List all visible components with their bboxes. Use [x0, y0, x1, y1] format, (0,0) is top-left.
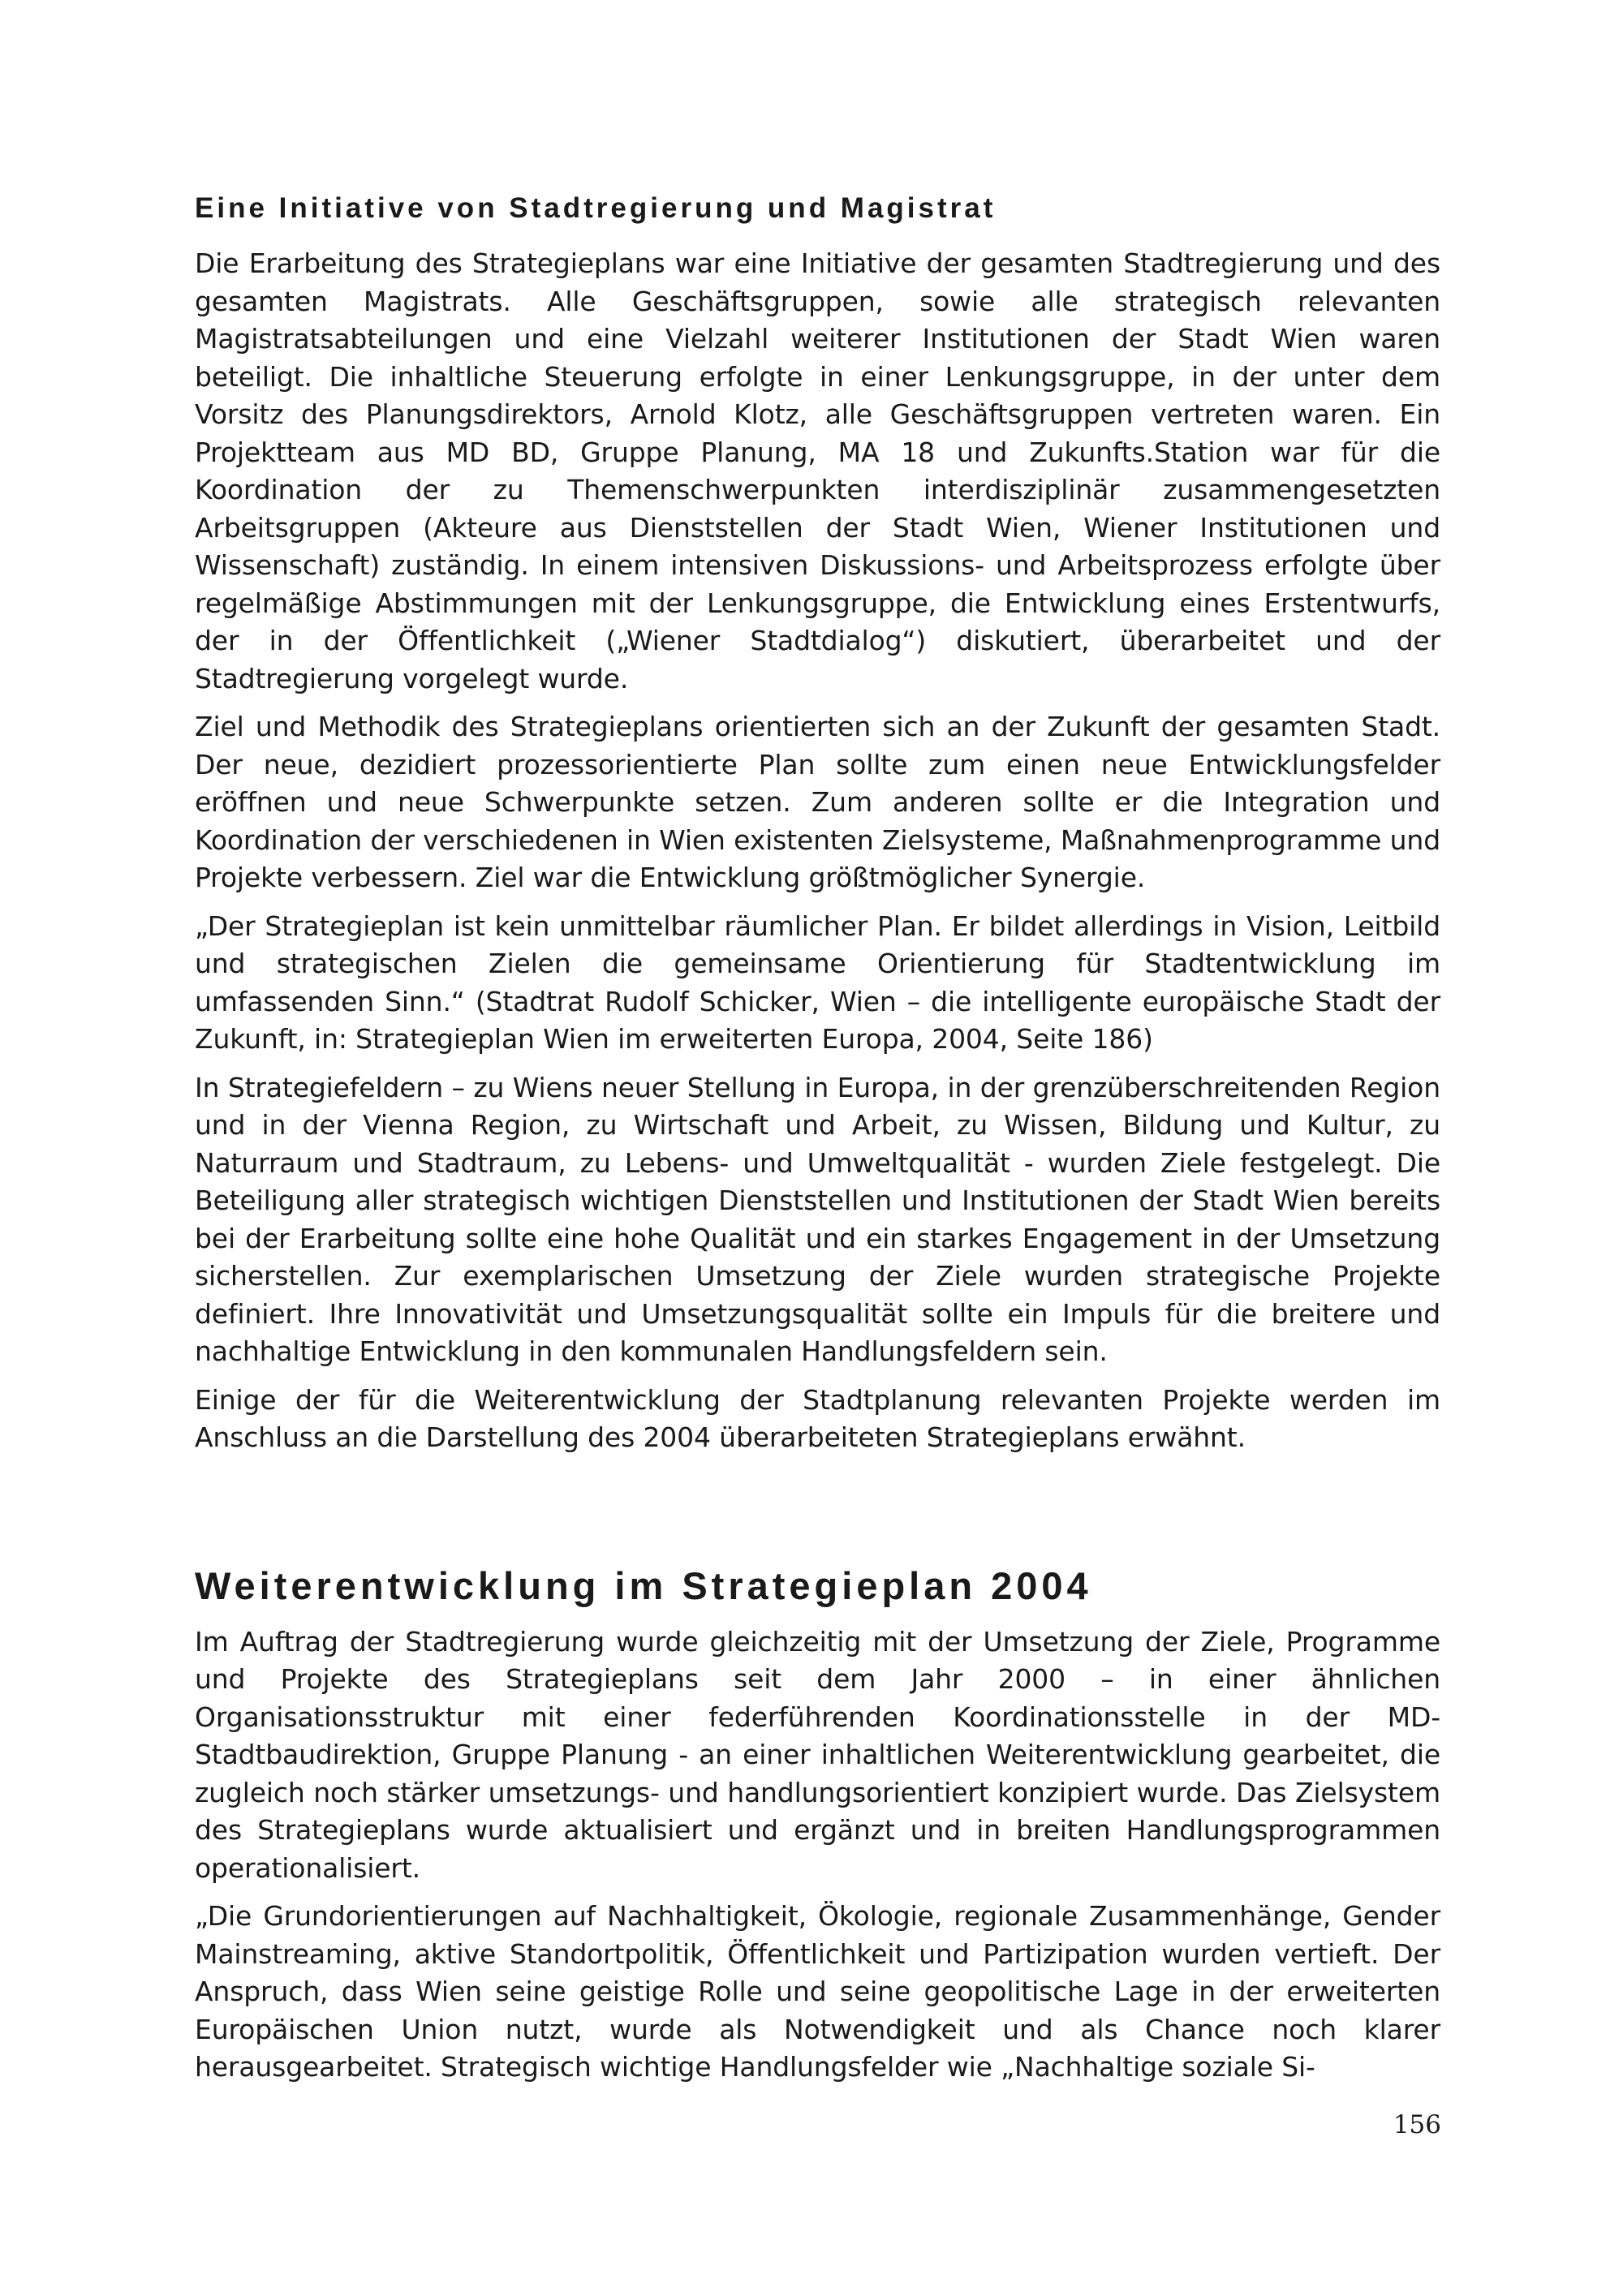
paragraph-grundorientierungen: „Die Grundorientierungen auf Nachhaltigkeit, Ökologie, regionale Zusammenhänge, Gender Mainstreaming, aktive Standortpolitik, Öffentlichkeit und Partizipation wurden vertieft. Der Anspruch, dass Wien seine geistige Rolle und seine geopolitische Lage in der erweiterten Europäischen Union nutzt, wurde als Notwendigkeit und als Chance noch klarer herausgearbeitet. Strategisch wichtige Handlungsfelder wie „Nachhaltige soziale Si-: [195, 1900, 1440, 2083]
section-heading-initiative: Eine Initiative von Stadtregierung und Magistrat: [195, 192, 997, 224]
paragraph-ziel-methodik: Ziel und Methodik des Strategieplans orientierten sich an der Zukunft der gesamten Stadt. Der neue, dezidiert prozessorientierte Plan sollte zum einen neue Entwicklungsfelder eröffnen und neue Schwerpunkte setzen. Zum anderen sollte er die Integration und Koordination der verschiedenen in Wien existenten Zielsysteme, Maßnahmenprogramme und Projekte verbessern. Ziel war die Entwicklung größtmöglicher Synergie.: [195, 711, 1440, 893]
page-number: 156: [1393, 2110, 1441, 2139]
section-spacer: [195, 1468, 1440, 1563]
paragraph-erarbeitung: Die Erarbeitung des Strategieplans war eine Initiative der gesamten Stadtregierung und des gesamten Magistrats. Alle Geschäftsgruppen, sowie alle strategisch relevanten Magistratsabteilungen und eine Vielzahl weiterer Institutionen der Stadt Wien waren beteiligt. Die inhaltliche Steuerung erfolgte in einer Lenkungsgruppe, in der unter dem Vorsitz des Planungsdirektors, Arnold Klotz, alle Geschäftsgruppen vertreten waren. Ein Projektteam aus MD BD, Gruppe Planung, MA 18 und Zukunfts.Station war für die Koordination der zu Themenschwerpunkten interdisziplinär zusammengesetzten Arbeitsgruppen (Akteure aus Dienststellen der Stadt Wien, Wiener Institutionen und Wissenschaft) zuständig. In einem intensiven Diskussions- und Arbeitsprozess erfolgte über regelmäßige Abstimmungen mit der Lenkungsgruppe, die Entwicklung eines Erstentwurfs, der in der Öffentlichkeit („Wiener Stadtdialog“) diskutiert, überarbeitet und der Stadtregierung vorgelegt wurde.: [195, 247, 1440, 694]
paragraph-auftrag: Im Auftrag der Stadtregierung wurde gleichzeitig mit der Umsetzung der Ziele, Programme und Projekte des Strategieplans seit dem Jahr 2000 – in einer ähnlichen Organisationsstruktur mit einer federführenden Koordinationsstelle in der MD-Stadtbaudirektion, Gruppe Planung - an einer inhaltlichen Weiterentwicklung gearbeitet, die zugleich noch stärker umsetzungs- und handlungsorientiert konzipiert wurde. Das Zielsystem des Strategieplans wurde aktualisiert und ergänzt und in breiten Handlungsprogrammen operationalisiert.: [195, 1625, 1440, 1884]
paragraph-quote-schicker: „Der Strategieplan ist kein unmittelbar räumlicher Plan. Er bildet allerdings in Vision, Leitbild und strategischen Zielen die gemeinsame Orientierung für Stadtentwicklung im umfassenden Sinn.“ (Stadtrat Rudolf Schicker, Wien – die intelligente europäische Stadt der Zukunft, in: Strategieplan Wien im erweiterten Europa, 2004, Seite 186): [195, 909, 1440, 1055]
document-page: [195, 191, 1440, 2097]
section-heading-weiterentwicklung: Weiterentwicklung im Strategieplan 2004: [195, 1563, 1092, 1607]
paragraph-projekte-hinweis: Einige der für die Weiterentwicklung der Stadtplanung relevanten Projekte werden im Anschluss an die Darstellung des 2004 überarbeiteten Strategieplans erwähnt.: [195, 1383, 1440, 1453]
paragraph-strategiefelder: In Strategiefeldern – zu Wiens neuer Stellung in Europa, in der grenzüberschreitenden Region und in der Vienna Region, zu Wirtschaft und Arbeit, zu Wissen, Bildung und Kultur, zu Naturraum und Stadtraum, zu Lebens- und Umweltqualität - wurden Ziele festgelegt. Die Beteiligung aller strategisch wichtigen Dienststellen und Institutionen der Stadt Wien bereits bei der Erarbeitung sollte eine hohe Qualität und ein starkes Engagement in der Umsetzung sicherstellen. Zur exemplarischen Umsetzung der Ziele wurden strategische Projekte definiert. Ihre Innovativität und Umsetzungsqualität sollte ein Impuls für die breitere und nachhaltige Entwicklung in den kommunalen Handlungsfeldern sein.: [195, 1071, 1440, 1367]
